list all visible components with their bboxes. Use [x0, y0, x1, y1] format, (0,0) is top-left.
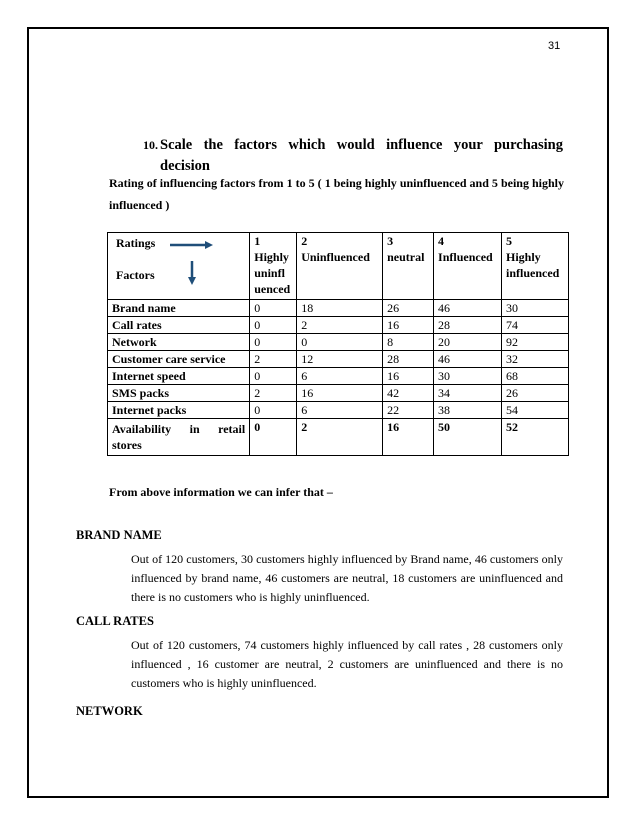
ratings-label: Ratings — [116, 236, 156, 250]
section-heading-call-rates: CALL RATES — [76, 614, 154, 628]
table-row: Customer care service 2 12 28 46 32 — [108, 351, 569, 368]
header-col-3: 3 neutral — [383, 233, 434, 300]
table-row: Availability in retail stores 0 2 16 50 52 — [108, 419, 569, 456]
section-heading-brand-name: BRAND NAME — [76, 528, 162, 542]
table-row: Network 0 0 8 20 92 — [108, 334, 569, 351]
header-ratings-factors-cell — [108, 233, 250, 300]
header-col-1: 1 Highly uninfl uenced — [250, 233, 297, 300]
table-row: Call rates 0 2 16 28 74 — [108, 317, 569, 334]
table-row: SMS packs 2 16 42 34 26 — [108, 385, 569, 402]
section-heading-network: NETWORK — [76, 704, 143, 718]
page-number: 31 — [548, 40, 561, 52]
header-col-2: 2 Uninfluenced — [297, 233, 383, 300]
header-col-5: 5 Highly influenced — [502, 233, 569, 300]
factors-label: Factors — [116, 268, 155, 282]
inference-intro: From above information we can infer that – — [109, 485, 333, 499]
table-header-row — [108, 233, 569, 300]
question-number: 10. — [143, 138, 158, 152]
question-title — [143, 135, 563, 177]
question-line-2: decision — [160, 158, 210, 174]
direction-arrows-icon — [112, 233, 255, 299]
right-arrow-icon — [170, 241, 213, 249]
ratings-table — [107, 232, 569, 456]
table-row: Internet packs 0 6 22 38 54 — [108, 402, 569, 419]
section-text-call-rates: Out of 120 customers, 74 customers highly influenced by call rates , 28 customers only influenced , 16 customer are neutral, 2 customers are uninfluenced and there is no customers who is highly uninfluenced. — [131, 638, 563, 690]
section-text-brand-name: Out of 120 customers, 30 customers highly influenced by Brand name, 46 customers only influenced by brand name, 46 customers are neutral, 18 customers are uninfluenced and there is no customers who is highly uninfluenced. — [131, 552, 563, 604]
header-col-4: 4 Influenced — [434, 233, 502, 300]
table-row: Internet speed 0 6 16 30 68 — [108, 368, 569, 385]
rating-description: Rating of influencing factors from 1 to 5 ( 1 being highly uninfluenced and 5 being highly influenced ) — [109, 176, 564, 212]
down-arrow-icon — [188, 261, 196, 285]
table-row: Brand name 0 18 26 46 30 — [108, 300, 569, 317]
question-line-1: Scale the factors which would influence your purchasing — [160, 137, 563, 153]
